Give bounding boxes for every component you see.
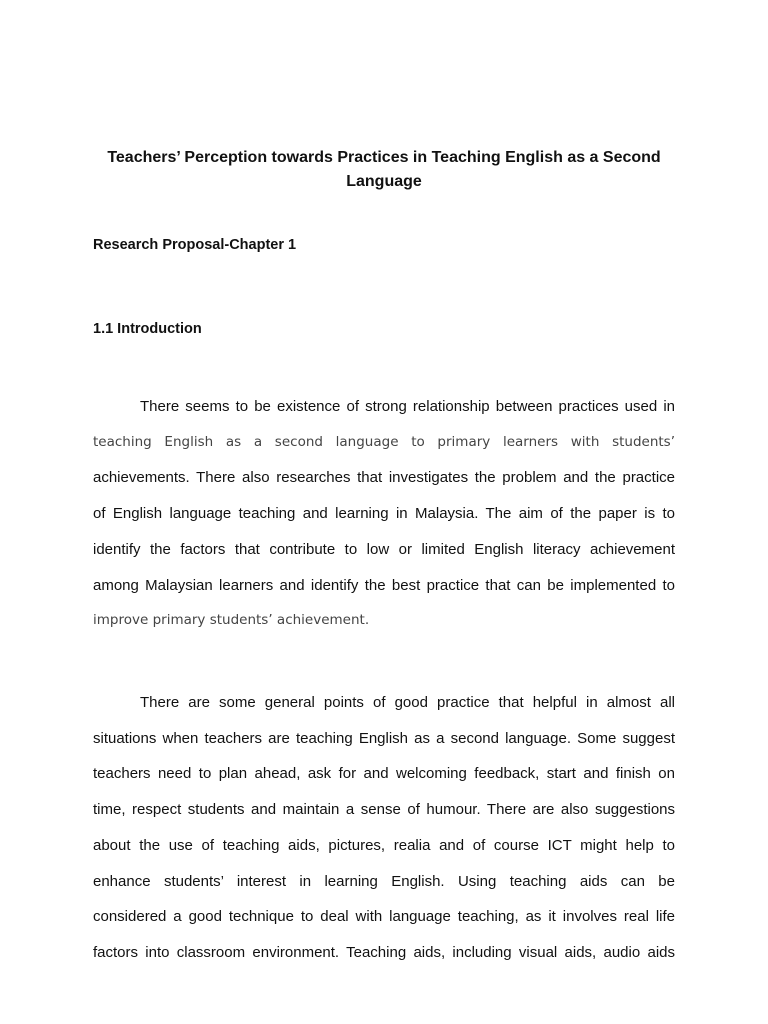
paragraph-line: There seems to be existence of strong relationship between practices used in [140, 398, 675, 415]
paragraph-line: about the use of teaching aids, pictures, realia and of course ICT might help to [93, 836, 675, 854]
paragraph-line: identify the factors that contribute to low or limited English literacy achievement [93, 540, 675, 558]
document-subtitle: Research Proposal-Chapter 1 [93, 237, 297, 253]
paragraph-line: There are some general points of good practice that helpful in almost all [140, 694, 675, 711]
document-title: Teachers’ Perception towards Practices in Teaching English as a Second Language [107, 149, 661, 190]
paragraph-line: factors into classroom environment. Teaching aids, including visual aids, audio aids [93, 943, 675, 961]
paragraph-introduction-1 [93, 389, 675, 639]
paragraph-line: of English language teaching and learning in Malaysia. The aim of the paper is to [93, 505, 675, 523]
paragraph-line: achievements. There also researches that investigates the problem and the practice [93, 469, 675, 487]
paragraph-line: improve primary students’ achievement. [93, 612, 370, 629]
paragraph-line: enhance students’ interest in learning English. Using teaching aids can be [93, 872, 675, 890]
paragraph-line: situations when teachers are teaching English as a second language. Some suggest [93, 729, 675, 747]
paragraph-line: considered a good technique to deal with language teaching, as it involves real life [93, 908, 675, 926]
paragraph-introduction-2 [93, 685, 675, 971]
paragraph-line: teachers need to plan ahead, ask for and welcoming feedback, start and finish on [93, 765, 675, 783]
section-heading: 1.1 Introduction [93, 321, 202, 337]
paragraph-line: teaching English as a second language to primary learners with students’ [93, 433, 675, 450]
paragraph-line: among Malaysian learners and identify the best practice that can be implemented to [93, 576, 675, 594]
paragraph-line: time, respect students and maintain a sense of humour. There are also suggestions [93, 801, 675, 819]
